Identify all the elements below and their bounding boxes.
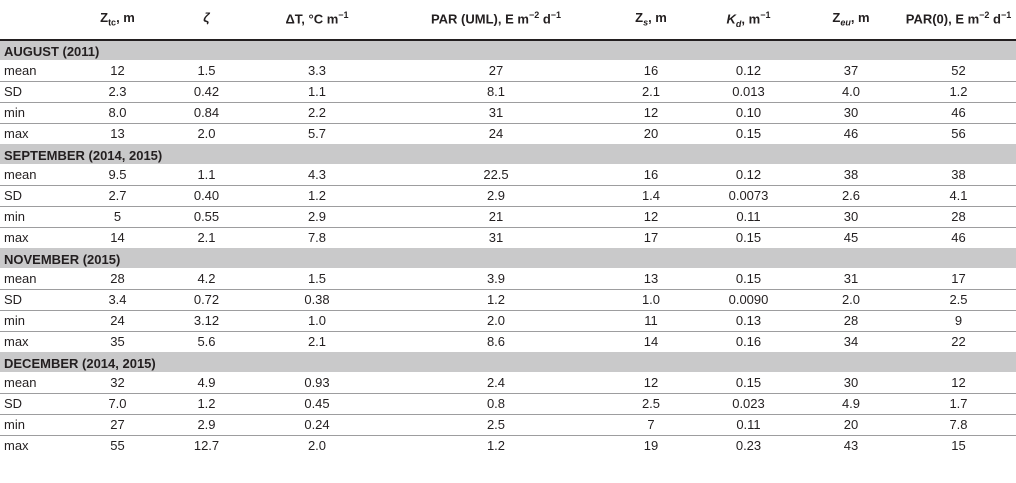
cell-zs: 2.5 xyxy=(606,393,696,414)
cell-ztc: 32 xyxy=(110,374,125,390)
cell-zeu: 28 xyxy=(801,310,901,331)
table-row xyxy=(0,289,1016,310)
cell-zeu: 45 xyxy=(801,227,901,248)
header-zeta: ζ xyxy=(165,0,248,40)
cell-stat: max xyxy=(0,435,70,456)
cell-zeu: 34 xyxy=(801,331,901,352)
cell-delta-t: 5.7 xyxy=(248,123,386,144)
cell-delta-t: 2.2 xyxy=(248,102,386,123)
section-title: NOVEMBER (2015) xyxy=(0,248,1016,268)
table-row xyxy=(0,331,1016,352)
cell-zeta: 2.1 xyxy=(165,227,248,248)
header-par-uml: PAR (UML), E $m^{-2}$ $d^{-1}$ xyxy=(386,0,606,40)
cell-zeta: 0.84 xyxy=(165,102,248,123)
cell-par0: 9 xyxy=(901,310,1016,331)
table-row xyxy=(0,414,1016,435)
cell-par0: 28 xyxy=(901,206,1016,227)
cell-delta-t: 1.2 xyxy=(248,185,386,206)
cell-ztc: 3.4 xyxy=(70,289,165,310)
table-row xyxy=(0,227,1016,248)
cell-stat: SD xyxy=(0,185,70,206)
cell-zeta: 1.1 xyxy=(197,166,216,182)
cell-stat: SD xyxy=(0,393,70,414)
cell-kd: 0.13 xyxy=(696,310,801,331)
cell-par-uml: 27 xyxy=(488,62,504,78)
cell-par-uml: 1.2 xyxy=(386,289,606,310)
table-row xyxy=(0,310,1016,331)
cell-stat: min xyxy=(0,310,70,331)
cell-par0: 56 xyxy=(901,123,1016,144)
cell-zeu: 30 xyxy=(801,102,901,123)
cell-par-uml: 3.9 xyxy=(486,270,506,286)
cell-zs: 1.4 xyxy=(606,185,696,206)
table-row xyxy=(0,435,1016,456)
cell-zeta: 0.55 xyxy=(165,206,248,227)
cell-delta-t: 7.8 xyxy=(248,227,386,248)
cell-ztc: 13 xyxy=(70,123,165,144)
cell-zeta: 12.7 xyxy=(165,435,248,456)
cell-par0: 1.7 xyxy=(901,393,1016,414)
cell-par-uml: 0.8 xyxy=(386,393,606,414)
cell-par-uml: 8.1 xyxy=(386,81,606,102)
table-row xyxy=(0,164,1016,185)
cell-delta-t: 2.1 xyxy=(248,331,386,352)
cell-ztc: 28 xyxy=(110,270,125,286)
cell-zs: 16 xyxy=(643,62,659,78)
cell-par0: 1.2 xyxy=(901,81,1016,102)
cell-zeu: 4.9 xyxy=(801,393,901,414)
cell-kd: 0.013 xyxy=(696,81,801,102)
cell-zeta: 0.42 xyxy=(165,81,248,102)
cell-par-uml: 2.5 xyxy=(386,414,606,435)
cell-delta-t: 2.9 xyxy=(248,206,386,227)
section-title: DECEMBER (2014, 2015) xyxy=(0,352,1016,372)
cell-zs: 7 xyxy=(606,414,696,435)
cell-stat: min xyxy=(0,414,70,435)
cell-kd: 0.0073 xyxy=(696,185,801,206)
cell-zeta: 0.72 xyxy=(165,289,248,310)
cell-stat: SD xyxy=(0,289,70,310)
cell-zs: 11 xyxy=(606,310,696,331)
cell-zeta: 4.2 xyxy=(197,270,216,286)
cell-kd: 0.15 xyxy=(696,227,801,248)
cell-stat: mean xyxy=(4,62,37,78)
cell-ztc: 9.5 xyxy=(108,166,127,182)
table-row xyxy=(0,102,1016,123)
cell-zeta: 5.6 xyxy=(165,331,248,352)
header-par0: PAR(0), E $m^{-2}$ $d^{-1}$ xyxy=(901,0,1016,40)
cell-ztc: 2.7 xyxy=(70,185,165,206)
cell-zeta: 3.12 xyxy=(165,310,248,331)
cell-stat: max xyxy=(0,227,70,248)
section-header-row xyxy=(0,40,1016,60)
cell-zs: 12 xyxy=(606,206,696,227)
cell-par0: 17 xyxy=(951,270,966,286)
cell-par-uml: 2.0 xyxy=(386,310,606,331)
cell-zeu: 30 xyxy=(801,206,901,227)
cell-delta-t: 4.3 xyxy=(307,166,327,182)
cell-zeu: 30 xyxy=(843,374,859,390)
cell-zeu: 37 xyxy=(843,62,859,78)
cell-delta-t: 0.38 xyxy=(248,289,386,310)
header-kd: $K_d$, $m^{-1}$ xyxy=(696,0,801,40)
cell-ztc: 27 xyxy=(70,414,165,435)
cell-par-uml: 22.5 xyxy=(483,166,509,182)
cell-zeta: 1.2 xyxy=(165,393,248,414)
cell-zeta: 2.9 xyxy=(165,414,248,435)
cell-stat: mean xyxy=(4,166,37,182)
cell-ztc: 14 xyxy=(70,227,165,248)
section-title: AUGUST (2011) xyxy=(0,40,1016,60)
cell-par-uml: 1.2 xyxy=(386,435,606,456)
cell-stat: min xyxy=(0,102,70,123)
table-row xyxy=(0,185,1016,206)
header-stat xyxy=(0,0,70,40)
cell-ztc: 12 xyxy=(110,62,125,78)
cell-stat: max xyxy=(0,331,70,352)
section-header-row xyxy=(0,248,1016,268)
table-row xyxy=(0,206,1016,227)
cell-kd: 0.10 xyxy=(696,102,801,123)
cell-ztc: 55 xyxy=(70,435,165,456)
cell-ztc: 5 xyxy=(70,206,165,227)
cell-zeu: 38 xyxy=(843,166,859,182)
cell-par0: 12 xyxy=(951,374,966,390)
header-row xyxy=(0,0,1016,40)
cell-delta-t: 1.5 xyxy=(307,270,327,286)
cell-delta-t: 0.24 xyxy=(248,414,386,435)
cell-zs: 17 xyxy=(606,227,696,248)
cell-zs: 12 xyxy=(643,374,659,390)
cell-kd: 0.15 xyxy=(735,374,762,390)
cell-ztc: 8.0 xyxy=(70,102,165,123)
cell-kd: 0.0090 xyxy=(696,289,801,310)
cell-zeta: 4.9 xyxy=(197,374,216,390)
cell-par0: 46 xyxy=(901,227,1016,248)
cell-zeta: 1.5 xyxy=(197,62,216,78)
cell-zeu: 46 xyxy=(801,123,901,144)
cell-par-uml: 31 xyxy=(386,227,606,248)
table-row xyxy=(0,372,1016,393)
cell-par0: 38 xyxy=(951,166,966,182)
cell-zeu: 31 xyxy=(843,270,859,286)
cell-ztc: 7.0 xyxy=(70,393,165,414)
cell-par0: 7.8 xyxy=(901,414,1016,435)
cell-par0: 46 xyxy=(901,102,1016,123)
cell-kd: 0.16 xyxy=(696,331,801,352)
cell-stat: mean xyxy=(4,374,37,390)
cell-delta-t: 0.93 xyxy=(304,374,330,390)
cell-zeu: 20 xyxy=(801,414,901,435)
cell-zs: 19 xyxy=(606,435,696,456)
section-header-row xyxy=(0,144,1016,164)
cell-par-uml: 24 xyxy=(386,123,606,144)
cell-zs: 16 xyxy=(643,166,659,182)
cell-kd: 0.23 xyxy=(696,435,801,456)
cell-par0: 52 xyxy=(951,62,966,78)
cell-zs: 13 xyxy=(643,270,659,286)
cell-kd: 0.15 xyxy=(696,123,801,144)
cell-zs: 20 xyxy=(606,123,696,144)
cell-delta-t: 1.0 xyxy=(248,310,386,331)
header-ztc: $Z_{tc}$, m xyxy=(70,0,165,40)
cell-kd: 0.11 xyxy=(696,206,801,227)
cell-zeu: 4.0 xyxy=(801,81,901,102)
cell-delta-t: 2.0 xyxy=(248,435,386,456)
cell-kd: 0.11 xyxy=(696,414,801,435)
cell-zeu: 2.0 xyxy=(801,289,901,310)
cell-stat: mean xyxy=(4,270,37,286)
cell-zs: 12 xyxy=(606,102,696,123)
cell-zs: 2.1 xyxy=(606,81,696,102)
cell-stat: SD xyxy=(0,81,70,102)
cell-zeta: 2.0 xyxy=(165,123,248,144)
cell-par-uml: 8.6 xyxy=(386,331,606,352)
header-zeu: $Z_{eu}$, m xyxy=(801,0,901,40)
cell-kd: 0.12 xyxy=(735,62,762,78)
cell-par-uml: 2.4 xyxy=(486,374,506,390)
cell-par-uml: 21 xyxy=(386,206,606,227)
cell-par0: 2.5 xyxy=(901,289,1016,310)
cell-kd: 0.023 xyxy=(696,393,801,414)
cell-stat: min xyxy=(0,206,70,227)
cell-zeu: 43 xyxy=(801,435,901,456)
table-row xyxy=(0,393,1016,414)
cell-kd: 0.15 xyxy=(735,270,762,286)
cell-zs: 14 xyxy=(606,331,696,352)
cell-ztc: 2.3 xyxy=(70,81,165,102)
table-row xyxy=(0,268,1016,289)
table-row xyxy=(0,123,1016,144)
cell-par-uml: 31 xyxy=(386,102,606,123)
header-zs: $Z_s$, m xyxy=(606,0,696,40)
section-title: SEPTEMBER (2014, 2015) xyxy=(0,144,1016,164)
cell-par0: 15 xyxy=(901,435,1016,456)
cell-par0: 22 xyxy=(901,331,1016,352)
cell-zeu: 2.6 xyxy=(801,185,901,206)
cell-stat: max xyxy=(0,123,70,144)
cell-ztc: 24 xyxy=(70,310,165,331)
cell-zs: 1.0 xyxy=(606,289,696,310)
table-row xyxy=(0,60,1016,81)
cell-par0: 4.1 xyxy=(901,185,1016,206)
cell-par-uml: 2.9 xyxy=(386,185,606,206)
header-delta-t: ΔT, °C $m^{-1}$ xyxy=(248,0,386,40)
cell-zeta: 0.40 xyxy=(165,185,248,206)
cell-kd: 0.12 xyxy=(735,166,762,182)
cell-delta-t: 0.45 xyxy=(248,393,386,414)
cell-delta-t: 3.3 xyxy=(307,62,327,78)
cell-ztc: 35 xyxy=(70,331,165,352)
section-header-row xyxy=(0,352,1016,372)
table-row xyxy=(0,81,1016,102)
cell-delta-t: 1.1 xyxy=(248,81,386,102)
